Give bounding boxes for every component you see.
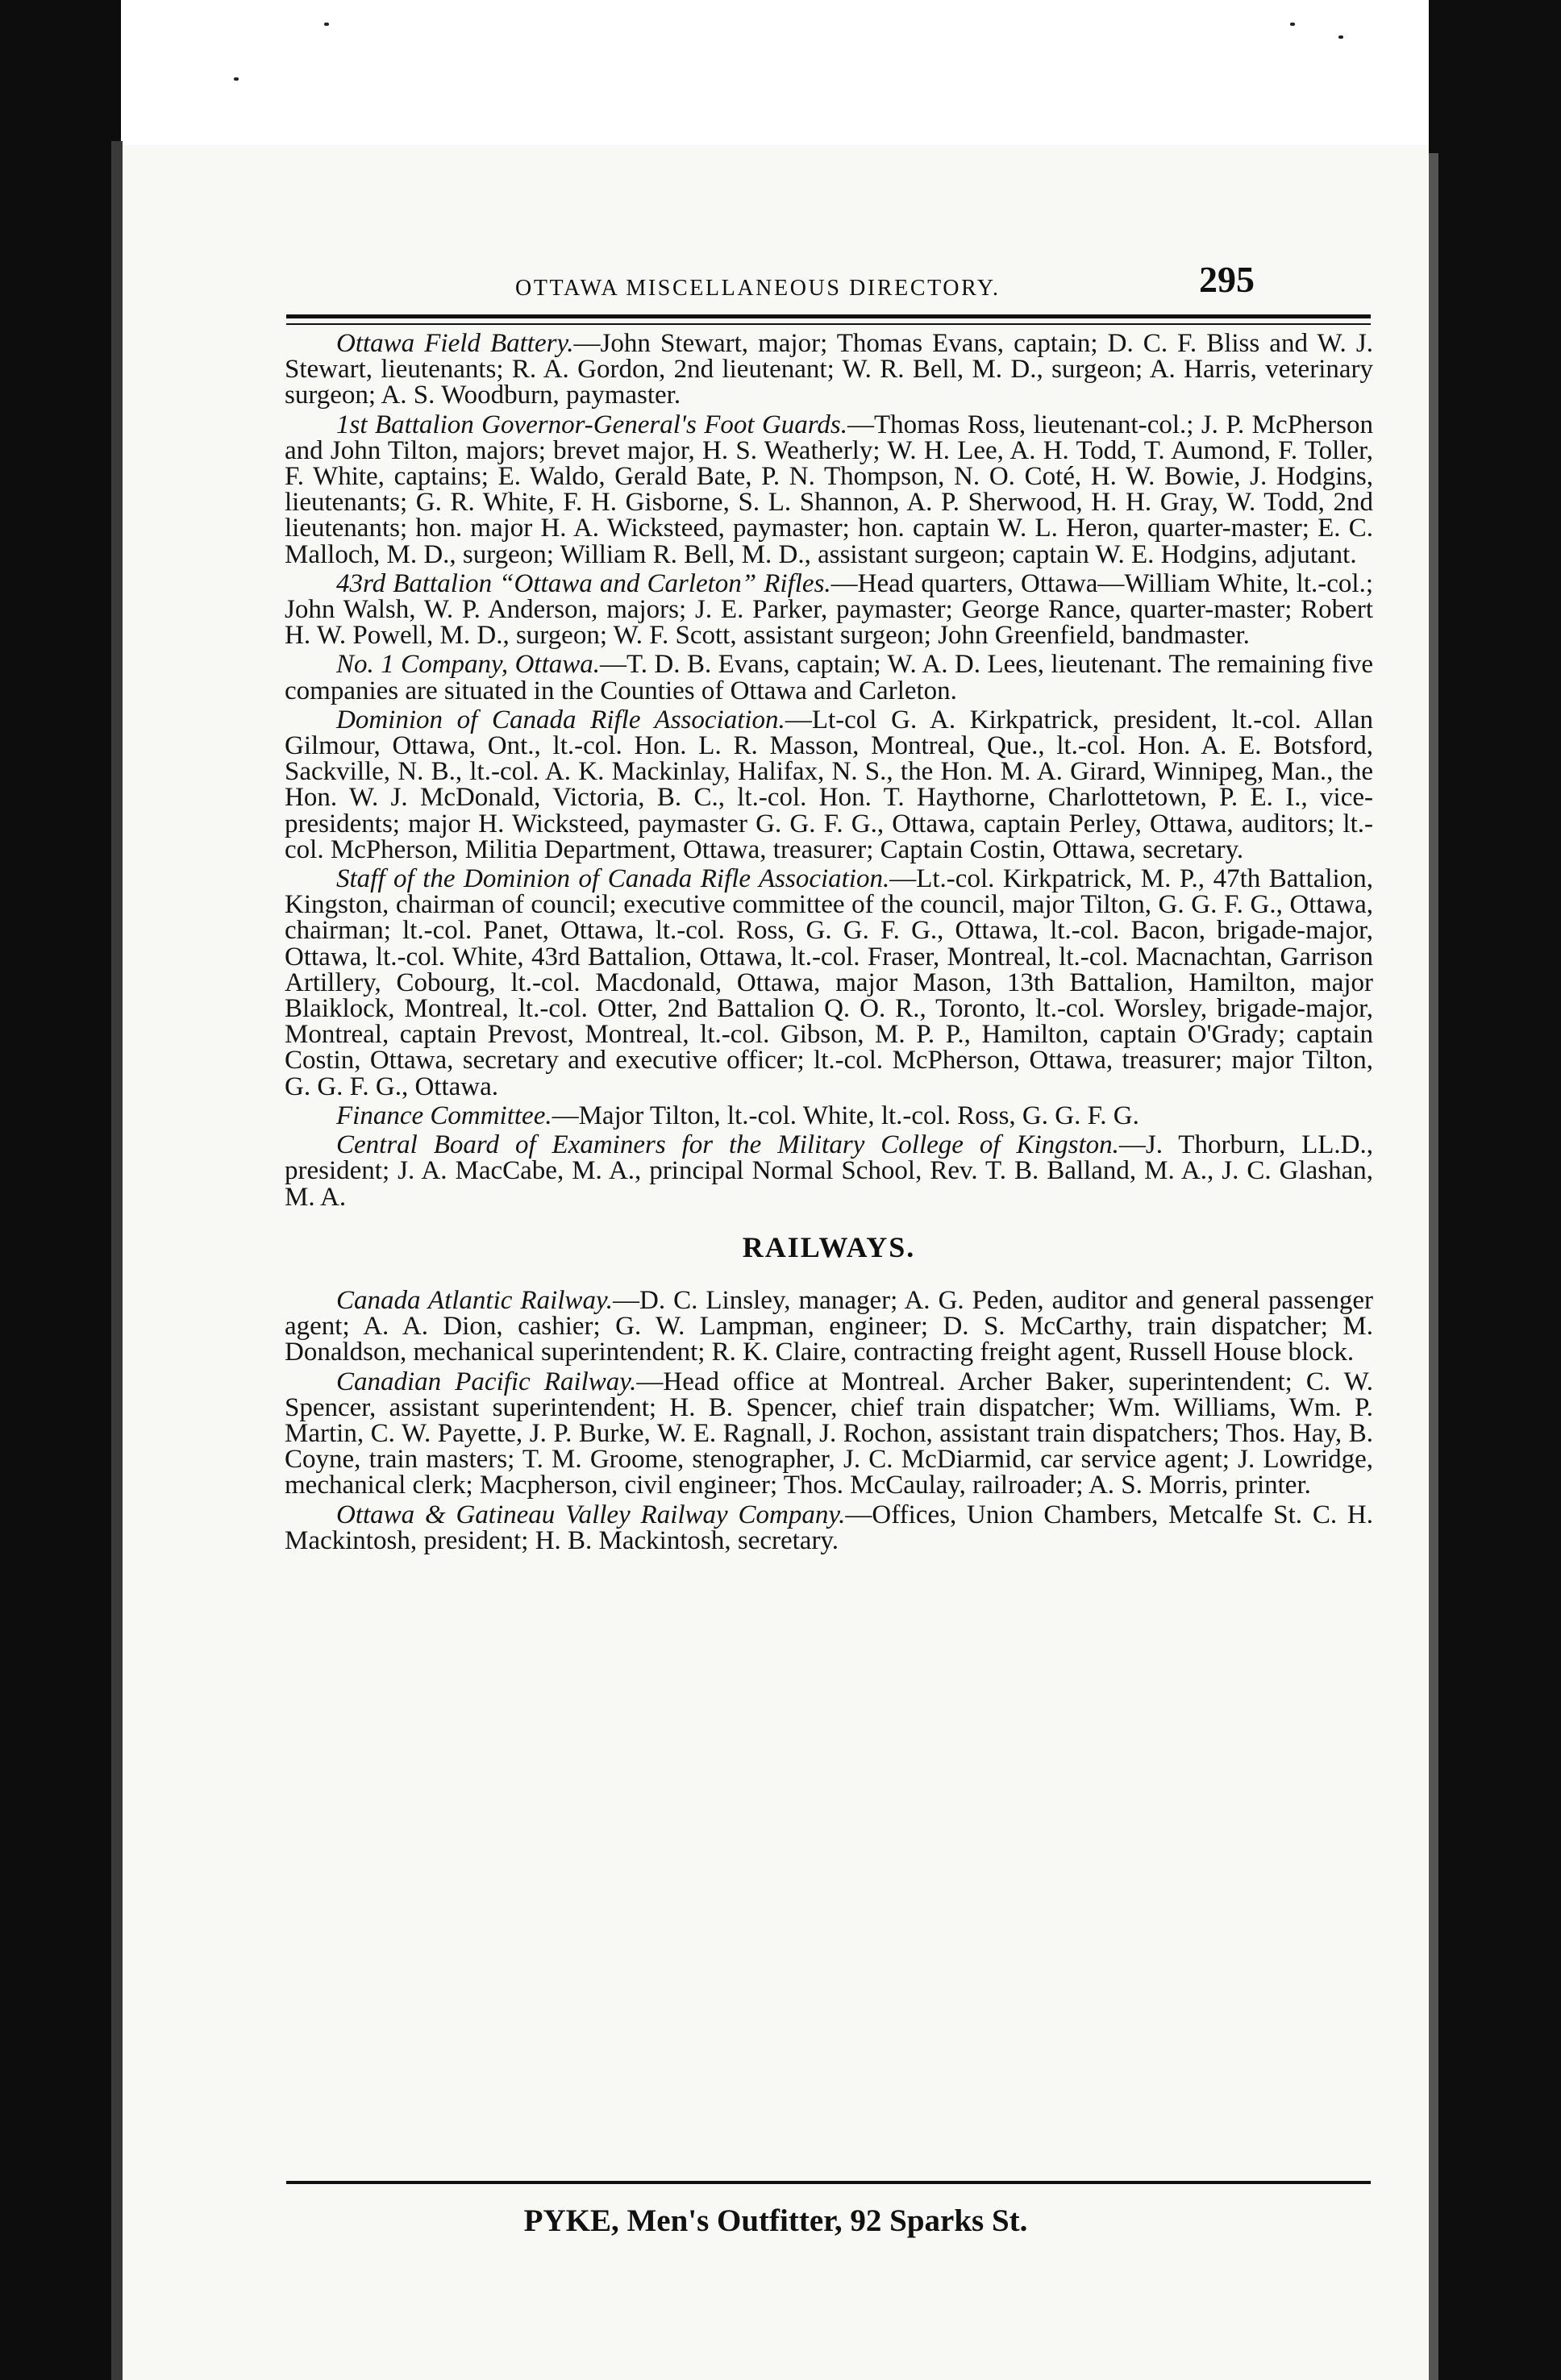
entry-title: Ottawa & Gatineau Valley Railway Company.: [336, 1500, 846, 1529]
entry-text: —Head office at Montreal. Archer Baker, superintendent; C. W. Spencer, assistant superintendent; H. B. Spencer, chief train dispatcher; Wm. Williams, Wm. P. Martin, C. W. Payette, J. P. Burke, W. E. Ragnall, J. Rochon, assistant train dispatchers; Thos. Hay, B. Coyne, train masters; T. M. Groome, stenographer, J. C. McDiarmid, car service agent; J. Lowridge, mechanical clerk; Macpherson, civil engineer; Thos. McCaulay, railroader; A. S. Morris, printer.: [285, 1367, 1374, 1500]
entry-title: No. 1 Company, Ottawa.: [336, 650, 600, 680]
entry-text: —D. C. Linsley, manager; A. G. Peden, auditor and general passenger agent; A. A. Dion, cashier; G. W. Lampman, engineer; D. S. McCarthy, train dispatcher; M. Donaldson, mechanical superintendent; R. K. Claire, contracting freight agent, Russell House block.: [285, 1285, 1373, 1367]
page-header: [123, 256, 1429, 313]
entry-text: —J. Thorburn, LL.D., president; J. A. MacCabe, M. A., principal Normal School, Rev. T. B. Balland, M. A., J. C. Glashan, M. A.: [285, 1130, 1373, 1212]
entry-title: Finance Committee.: [336, 1101, 552, 1130]
entry-governor-generals-foot-guards: [285, 412, 1373, 568]
directory-entries: [285, 331, 1373, 1557]
left-page-edge: [0, 0, 121, 2380]
entry-text: —Offices, Union Chambers, Metcalfe St. C. H. Mackintosh, president; H. B. Mackintosh, secretary.: [285, 1500, 1373, 1555]
entry-title: Ottawa Field Battery.: [336, 329, 574, 358]
entry-text: —Lt-col G. A. Kirkpatrick, president, lt.-col. Allan Gilmour, Ottawa, Ont., lt.-col. Hon. L. R. Masson, Montreal, Que., lt.-col. Hon. A. E. Botsford, Sackville, N. B., lt.-col. A. K. Mackinlay, Halifax, N. S., the Hon. M. A. Girard, Winnipeg, Man., the Hon. W. J. McDonald, Victoria, B. C., lt.-col. Hon. T. Haythorne, Charlottetown, P. E. I., vice-presidents; major H. Wicksteed, paymaster G. G. F. G., Ottawa, captain Perley, Ottawa, auditors; lt.-col. McPherson, Militia Department, Ottawa, treasurer; Captain Costin, Ottawa, secretary.: [285, 705, 1373, 864]
entry-title: 1st Battalion Governor-General's Foot Guards.: [336, 410, 848, 439]
entry-rifle-association-staff: [285, 866, 1373, 1100]
scan-speck: [1290, 23, 1295, 26]
right-page-edge: [1429, 0, 1561, 2380]
entry-text: —Major Tilton, lt.-col. White, lt.-col. Ross, G. G. F. G.: [552, 1101, 1139, 1130]
entry-title: Canadian Pacific Railway.: [336, 1367, 637, 1396]
entry-finance-committee: [285, 1103, 1373, 1129]
entry-title: Dominion of Canada Rifle Association.: [336, 705, 785, 734]
entry-text: —Head quarters, Ottawa—William White, lt.-col.; John Walsh, W. P. Anderson, majors; J. E. Parker, paymaster; George Rance, quarter-master; Robert H. W. Powell, M. D., surgeon; W. F. Scott, assistant surgeon; John Greenfield, bandmaster.: [285, 568, 1373, 651]
header-rule-thick: [286, 314, 1371, 318]
header-rule-thin: [286, 323, 1371, 325]
entry-text: —Thomas Ross, lieutenant-col.; J. P. McPherson and John Tilton, majors; brevet major, H. S. Weatherly; W. H. Lee, A. H. Todd, T. Aumond, F. Toller, F. White, captains; E. Waldo, Gerald Bate, P. N. Thompson, N. O. Coté, H. W. Bowie, J. Hodgins, lieutenants; G. R. White, F. H. Gisborne, S. L. Shannon, A. P. Sherwood, H. H. Gray, W. Todd, 2nd lieutenants; hon. major H. A. Wicksteed, paymaster; hon. captain W. L. Heron, quarter-master; E. C. Malloch, M. D., surgeon; William R. Bell, M. D., assistant surgeon; captain W. E. Hodgins, adjutant.: [285, 410, 1373, 569]
entry-dominion-rifle-association: [285, 707, 1373, 863]
directory-page: [123, 145, 1429, 2380]
entry-title: 43rd Battalion “Ottawa and Carleton” Rifles.: [336, 568, 831, 598]
footer-rule: [286, 2181, 1371, 2184]
entry-no-1-company: [285, 651, 1373, 703]
entry-text: —T. D. B. Evans, captain; W. A. D. Lees, lieutenant. The remaining five companies are situated in the Counties of Ottawa and Carleton.: [285, 650, 1374, 705]
scan-speck: [324, 23, 329, 26]
entry-canada-atlantic-railway: [285, 1285, 1373, 1367]
page-number: 295: [1199, 259, 1255, 300]
entry-title: Central Board of Examiners for the Military College of Kingston.: [336, 1130, 1119, 1160]
railways-heading: RAILWAYS.: [742, 1230, 916, 1263]
entry-central-board-examiners: [285, 1132, 1373, 1210]
entry-text: —John Stewart, major; Thomas Evans, captain; D. C. F. Bliss and W. J. Stewart, lieutenants; R. A. Gordon, 2nd lieutenant; W. R. Bell, M. D., surgeon; A. Harris, veterinary surgeon; A. S. Woodburn, paymaster.: [285, 329, 1373, 410]
entry-43rd-battalion: [285, 568, 1373, 651]
scan-speck: [1338, 35, 1343, 39]
entry-title: Staff of the Dominion of Canada Rifle Association.: [336, 864, 890, 894]
left-gutter-shadow: [111, 141, 123, 2380]
running-head: OTTAWA MISCELLANEOUS DIRECTORY.: [515, 276, 1001, 301]
right-gutter-shadow: [1429, 153, 1438, 2380]
entry-canadian-pacific-railway: [285, 1369, 1373, 1499]
entry-text: —Lt.-col. Kirkpatrick, M. P., 47th Battalion, Kingston, chairman of council; executive committee of the council, major Tilton, G. G. F. G., Ottawa, chairman; lt.-col. Panet, Ottawa, lt.-col. Ross, G. G. F. G., Ottawa, lt.-col. Bacon, brigade-major, Ottawa, lt.-col. White, 43rd Battalion, Ottawa, lt.-col. Fraser, Montreal, lt.-col. Macnachtan, Garrison Artillery, Cobourg, lt.-col. Macdonald, Ottawa, major Mason, 13th Battalion, Hamilton, major Blaiklock, Montreal, lt.-col. Otter, 2nd Battalion Q. O. R., Toronto, lt.-col. Worsley, brigade-major, Montreal, captain Prevost, Montreal, lt.-col. Gibson, M. P. P., Hamilton, captain O'Grady; captain Costin, Ottawa, secretary and executive officer; lt.-col. McPherson, Ottawa, treasurer; major Tilton, G. G. F. G., Ottawa.: [285, 864, 1373, 1101]
entry-ottawa-field-battery: [285, 331, 1373, 409]
entry-ottawa-gatineau-railway: [285, 1502, 1373, 1554]
scan-speck: [234, 77, 239, 81]
entry-title: Canada Atlantic Railway.: [336, 1285, 614, 1315]
footer-advertisement: PYKE, Men's Outfitter, 92 Sparks St.: [523, 2203, 1028, 2238]
